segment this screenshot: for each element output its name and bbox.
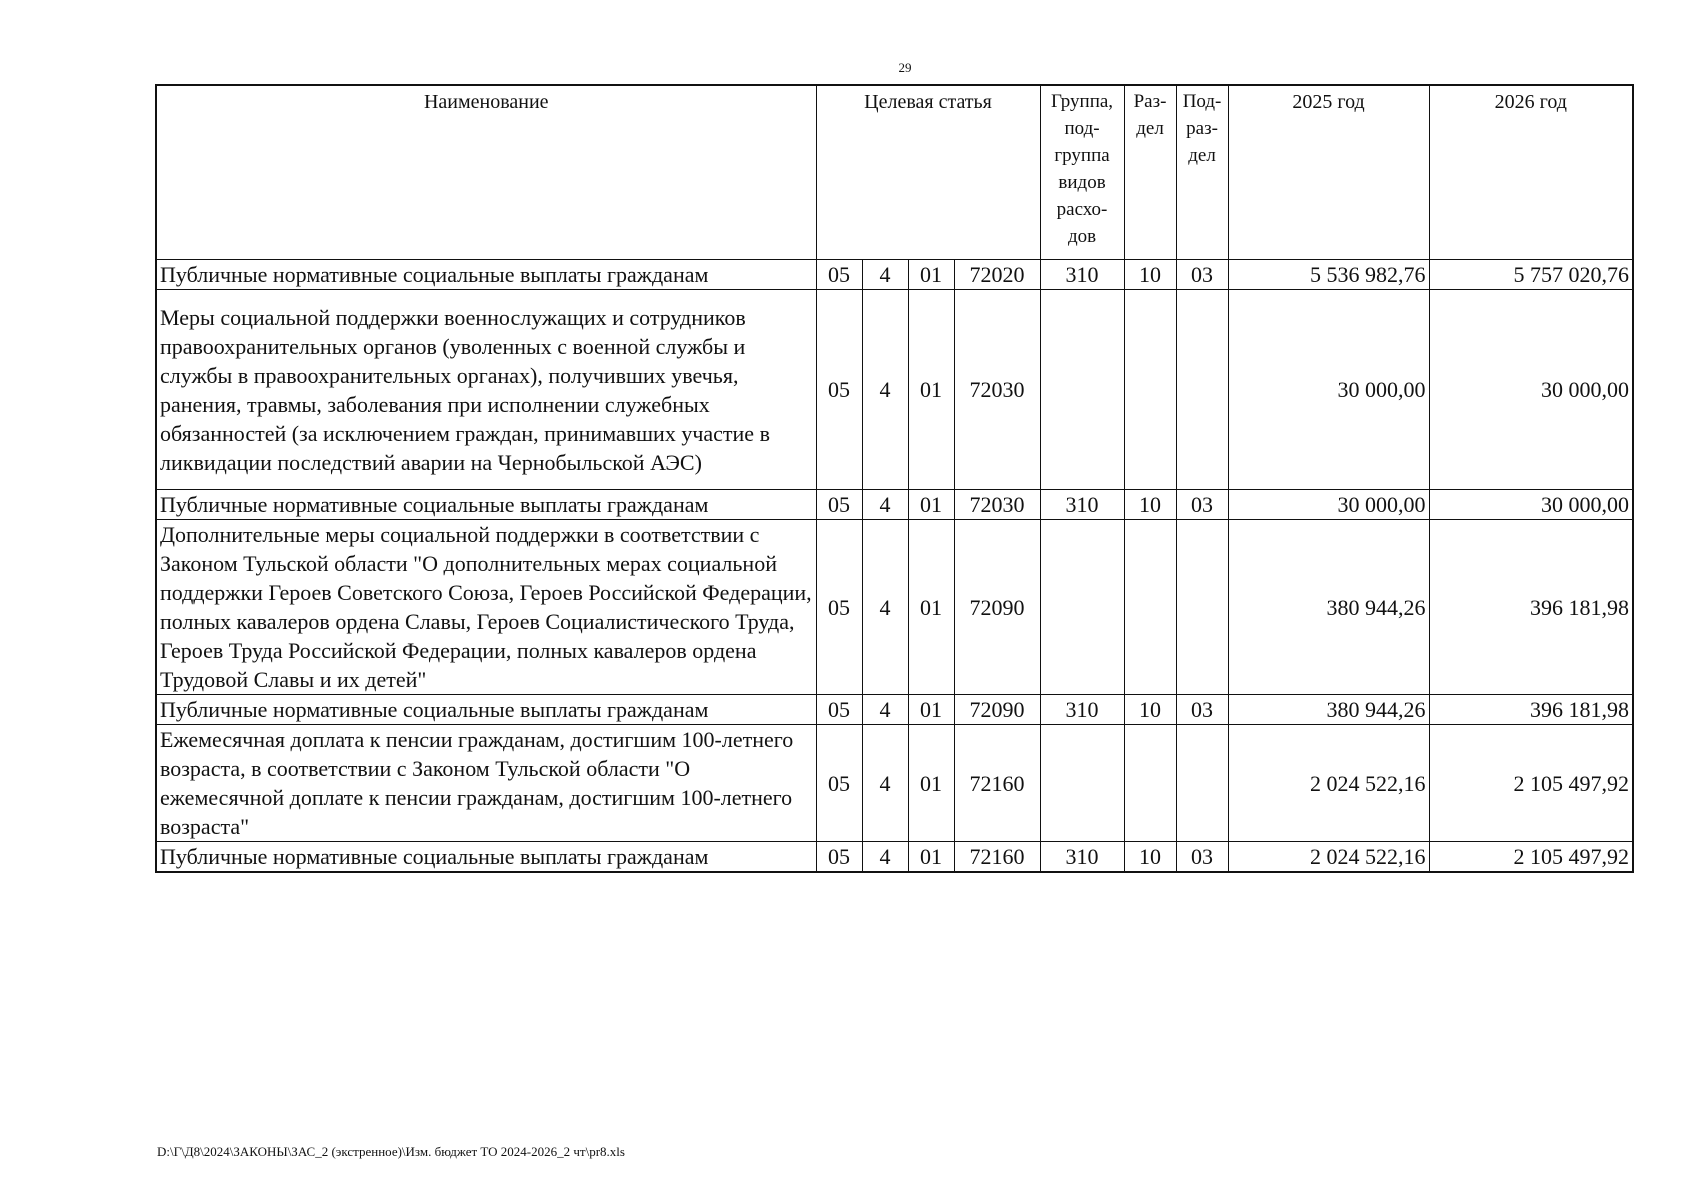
header-year-2025: 2025 год [1228, 85, 1429, 260]
row-expense-group: 310 [1040, 695, 1124, 725]
row-article-1: 05 [816, 290, 862, 490]
header-name: Наименование [156, 85, 816, 260]
row-article-4: 72160 [954, 725, 1040, 842]
row-article-3: 01 [908, 842, 954, 873]
header-section [1124, 85, 1176, 260]
row-amount-2026: 30 000,00 [1429, 490, 1633, 520]
row-article-4: 72030 [954, 490, 1040, 520]
row-amount-2026: 2 105 497,92 [1429, 842, 1633, 873]
row-section [1124, 290, 1176, 490]
row-expense-group [1040, 725, 1124, 842]
row-section [1124, 725, 1176, 842]
table-header-row [156, 85, 1633, 260]
row-expense-group: 310 [1040, 490, 1124, 520]
header-expense-group-line: под- [1064, 118, 1100, 139]
row-name: Публичные нормативные социальные выплаты гражданам [156, 695, 816, 725]
header-expense-group-line: группа [1054, 145, 1110, 166]
budget-table [155, 84, 1634, 873]
table-row [156, 490, 1633, 520]
row-amount-2025: 380 944,26 [1228, 695, 1429, 725]
row-article-1: 05 [816, 725, 862, 842]
row-article-4: 72090 [954, 520, 1040, 695]
row-amount-2025: 2 024 522,16 [1228, 842, 1429, 873]
header-year-2026: 2026 год [1429, 85, 1633, 260]
header-expense-group [1040, 85, 1124, 260]
row-article-4: 72090 [954, 695, 1040, 725]
row-name: Дополнительные меры социальной поддержки в соответствии с Законом Тульской области "О дополнительных мерах социальной поддержки Героев Советского Союза, Героев Российской Федерации, полных кавалеров ордена Славы, Героев Социалистического Труда, Героев Труда Российской Федерации, полных кавалеров ордена Трудовой Славы и их детей" [156, 520, 816, 695]
row-section: 10 [1124, 695, 1176, 725]
table-row [156, 695, 1633, 725]
row-amount-2025: 2 024 522,16 [1228, 725, 1429, 842]
row-expense-group [1040, 520, 1124, 695]
row-article-1: 05 [816, 842, 862, 873]
header-target-article: Целевая статья [816, 85, 1040, 260]
row-article-2: 4 [862, 520, 908, 695]
row-amount-2026: 2 105 497,92 [1429, 725, 1633, 842]
row-amount-2026: 30 000,00 [1429, 290, 1633, 490]
row-article-1: 05 [816, 520, 862, 695]
row-section: 10 [1124, 842, 1176, 873]
row-name: Меры социальной поддержки военнослужащих и сотрудников правоохранительных органов (уволенных с военной службы и службы в правоохранительных органах), получивших увечья, ранения, травмы, заболевания при исполнении служебных обязанностей (за исключением граждан, принимавших участие в ликвидации последствий аварии на Чернобыльской АЭС) [156, 290, 816, 490]
row-section [1124, 520, 1176, 695]
row-article-2: 4 [862, 695, 908, 725]
row-article-4: 72160 [954, 842, 1040, 873]
header-section-line: дел [1136, 118, 1164, 139]
row-article-3: 01 [908, 260, 954, 290]
row-amount-2025: 380 944,26 [1228, 520, 1429, 695]
row-subsection: 03 [1176, 842, 1228, 873]
row-expense-group: 310 [1040, 260, 1124, 290]
row-article-2: 4 [862, 725, 908, 842]
row-subsection: 03 [1176, 490, 1228, 520]
row-article-1: 05 [816, 695, 862, 725]
row-article-3: 01 [908, 725, 954, 842]
row-name: Ежемесячная доплата к пенсии гражданам, достигшим 100-летнего возраста, в соответствии с Законом Тульской области "О ежемесячной доплате к пенсии гражданам, достигшим 100-летнего возраста" [156, 725, 816, 842]
row-name: Публичные нормативные социальные выплаты гражданам [156, 490, 816, 520]
row-amount-2025: 30 000,00 [1228, 290, 1429, 490]
row-subsection [1176, 290, 1228, 490]
header-subsection-line: дел [1188, 145, 1216, 166]
header-expense-group-line: дов [1067, 226, 1097, 247]
header-expense-group-line: видов [1058, 172, 1106, 193]
row-amount-2026: 396 181,98 [1429, 520, 1633, 695]
row-article-1: 05 [816, 490, 862, 520]
row-amount-2025: 30 000,00 [1228, 490, 1429, 520]
header-expense-group-line: расхо- [1056, 199, 1108, 220]
header-subsection [1176, 85, 1228, 260]
table-row [156, 260, 1633, 290]
row-amount-2025: 5 536 982,76 [1228, 260, 1429, 290]
row-article-4: 72020 [954, 260, 1040, 290]
table-row [156, 520, 1633, 695]
table-row [156, 290, 1633, 490]
row-article-3: 01 [908, 520, 954, 695]
row-amount-2026: 5 757 020,76 [1429, 260, 1633, 290]
row-expense-group [1040, 290, 1124, 490]
row-article-3: 01 [908, 290, 954, 490]
row-section: 10 [1124, 260, 1176, 290]
row-amount-2026: 396 181,98 [1429, 695, 1633, 725]
row-article-1: 05 [816, 260, 862, 290]
row-name: Публичные нормативные социальные выплаты гражданам [156, 260, 816, 290]
row-subsection [1176, 725, 1228, 842]
row-article-2: 4 [862, 260, 908, 290]
row-subsection [1176, 520, 1228, 695]
row-subsection: 03 [1176, 260, 1228, 290]
row-article-2: 4 [862, 290, 908, 490]
row-article-3: 01 [908, 695, 954, 725]
row-section: 10 [1124, 490, 1176, 520]
header-subsection-line: Под- [1182, 91, 1222, 112]
row-article-3: 01 [908, 490, 954, 520]
header-subsection-line: раз- [1186, 118, 1218, 139]
row-subsection: 03 [1176, 695, 1228, 725]
footer-file-path: D:\Г\Д8\2024\ЗАКОНЫ\ЗАС_2 (экстренное)\Изм. бюджет ТО 2024-2026_2 чт\pr8.xls [157, 1144, 625, 1159]
row-name: Публичные нормативные социальные выплаты гражданам [156, 842, 816, 873]
row-article-2: 4 [862, 842, 908, 873]
table-row [156, 842, 1633, 873]
table-row [156, 725, 1633, 842]
row-article-4: 72030 [954, 290, 1040, 490]
row-expense-group: 310 [1040, 842, 1124, 873]
header-expense-group-line: Группа, [1051, 91, 1114, 112]
row-article-2: 4 [862, 490, 908, 520]
header-section-line: Раз- [1133, 91, 1167, 112]
page-number: 29 [898, 60, 912, 75]
